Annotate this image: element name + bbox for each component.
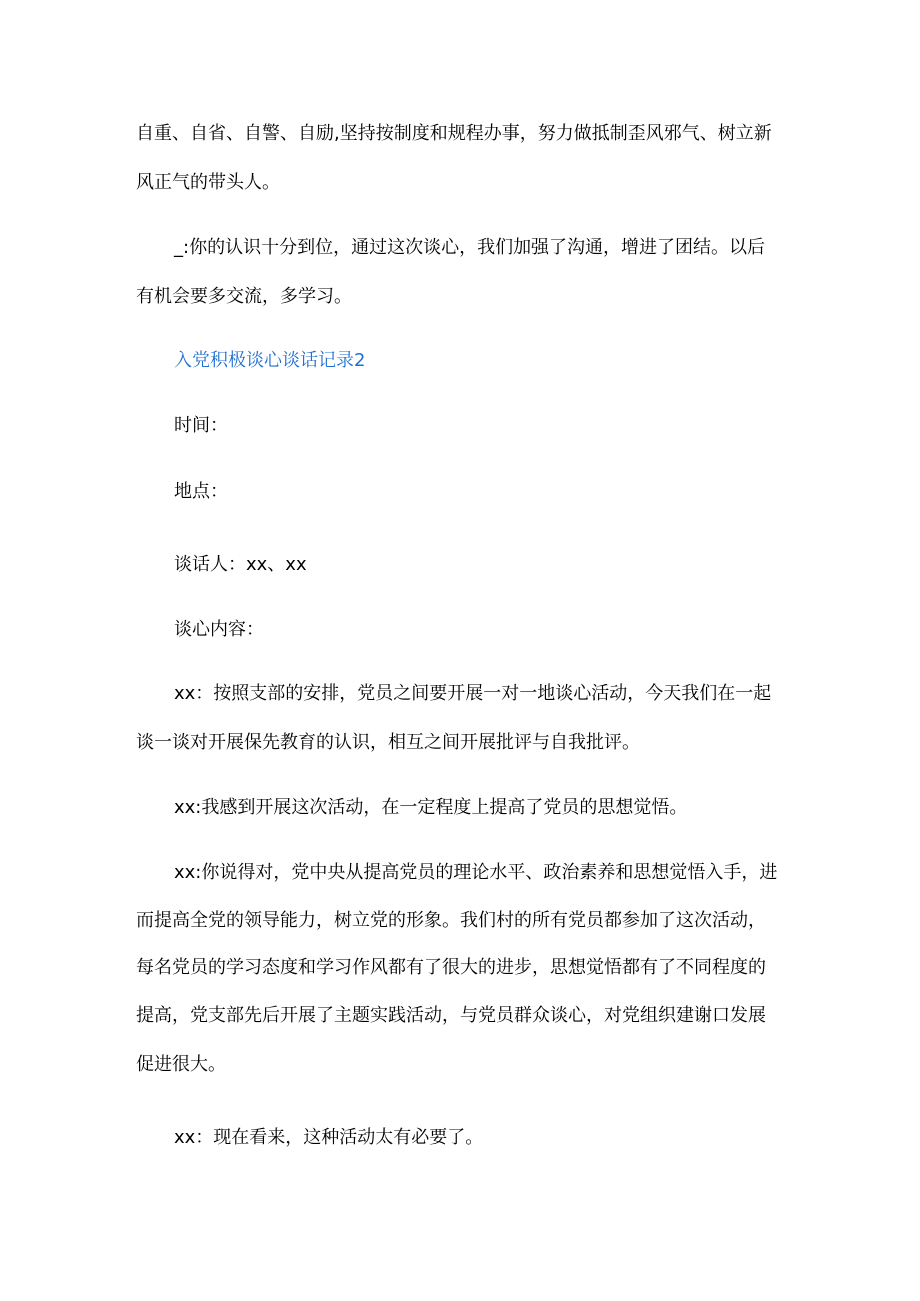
- field-place: 地点：: [174, 481, 228, 502]
- dialogue-4-line-1: xx：现在看来，这种活动太有必要了。: [174, 1127, 484, 1148]
- dialogue-1-line-1: xx：按照支部的安排，党员之间要开展一对一地谈心活动，今天我们在一起: [174, 683, 772, 704]
- paragraph-2-line-2: 有机会要多交流，多学习。: [136, 286, 352, 307]
- paragraph-1-line-2: 风正气的带头人。: [136, 172, 280, 193]
- dialogue-3-line-4: 提高，党支部先后开展了主题实践活动，与党员群众谈心，对党组织建谢口发展: [136, 1005, 766, 1026]
- dialogue-3-line-5: 促进很大。: [136, 1054, 226, 1075]
- paragraph-2-line-1: _:你的认识十分到位，通过这次谈心，我们加强了沟通，增进了团结。以后: [174, 237, 766, 258]
- paragraph-1-line-1: 自重、自省、自警、自励,坚持按制度和规程办事，努力做抵制歪风邪气、树立新: [136, 123, 772, 144]
- field-time: 时间：: [174, 415, 228, 436]
- field-speakers: 谈话人：xx、xx: [174, 554, 307, 575]
- section-heading: 入党积极谈心谈话记录2: [174, 350, 366, 371]
- dialogue-3-line-3: 每名党员的学习态度和学习作风都有了很大的进步，思想觉悟都有了不同程度的: [136, 957, 766, 978]
- dialogue-1-line-2: 谈一谈对开展保先教育的认识，相互之间开展批评与自我批评。: [136, 732, 640, 753]
- field-content-label: 谈心内容：: [174, 619, 264, 640]
- dialogue-2-line-1: xx:我感到开展这次活动，在一定程度上提高了党员的思想觉悟。: [174, 797, 688, 818]
- dialogue-3-line-2: 而提高全党的领导能力，树立党的形象。我们村的所有党员都参加了这次活动，: [136, 910, 766, 931]
- dialogue-3-line-1: xx:你说得对，党中央从提高党员的理论水平、政治素养和思想觉悟入手，进: [174, 862, 778, 883]
